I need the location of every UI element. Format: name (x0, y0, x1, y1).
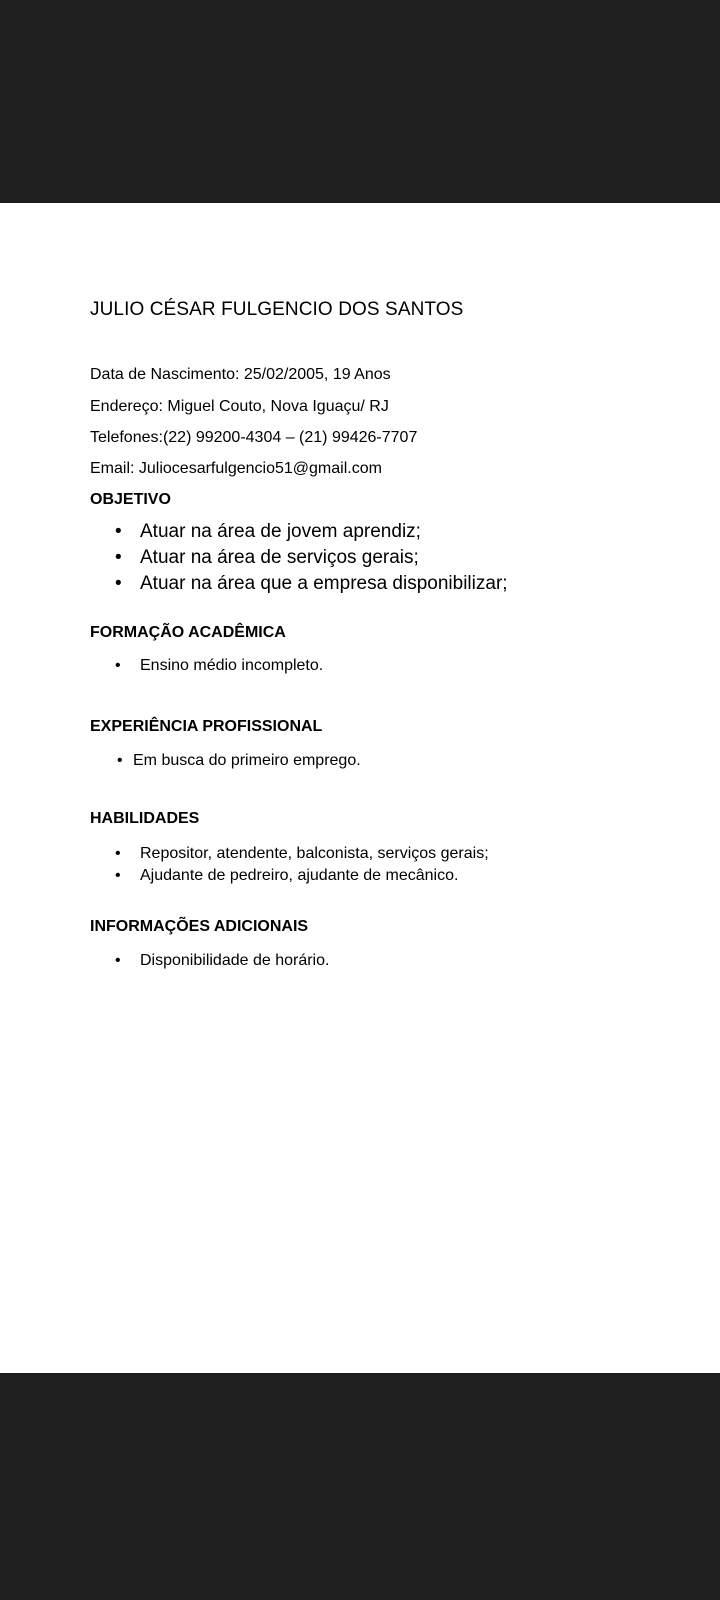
list-item-text: Atuar na área que a empresa disponibilizar; (140, 573, 508, 594)
bullet-icon: • (115, 952, 121, 969)
list-item-text: Ensino médio incompleto. (140, 657, 324, 674)
section-title-habilidades: HABILIDADES (90, 810, 200, 827)
email: Email: Juliocesarfulgencio51@gmail.com (90, 460, 382, 477)
resume-page (0, 203, 720, 1373)
section-title-experiencia: EXPERIÊNCIA PROFISSIONAL (90, 718, 323, 735)
bullet-icon: • (115, 521, 122, 542)
section-title-objetivo: OBJETIVO (90, 491, 171, 508)
section-title-informacoes: INFORMAÇÕES ADICIONAIS (90, 918, 309, 935)
birth-date: Data de Nascimento: 25/02/2005, 19 Anos (90, 366, 391, 383)
candidate-name: JULIO CÉSAR FULGENCIO DOS SANTOS (90, 299, 464, 320)
bullet-icon: • (115, 573, 122, 594)
bullet-icon: • (115, 547, 122, 568)
list-item-text: Atuar na área de jovem aprendiz; (140, 521, 421, 542)
bullet-icon: • (115, 867, 121, 884)
bullet-icon: • (115, 657, 121, 674)
list-item-text: Disponibilidade de horário. (140, 952, 330, 969)
list-item-text: Repositor, atendente, balconista, serviços gerais; (140, 845, 489, 862)
bullet-icon: • (117, 752, 123, 769)
section-title-formacao: FORMAÇÃO ACADÊMICA (90, 624, 286, 641)
list-item-text: Em busca do primeiro emprego. (133, 752, 361, 769)
list-item-text: Atuar na área de serviços gerais; (140, 547, 419, 568)
bullet-icon: • (115, 845, 121, 862)
list-item-text: Ajudante de pedreiro, ajudante de mecânico. (140, 867, 459, 884)
phones: Telefones:(22) 99200-4304 – (21) 99426-7707 (90, 429, 418, 446)
address: Endereço: Miguel Couto, Nova Iguaçu/ RJ (90, 398, 389, 415)
